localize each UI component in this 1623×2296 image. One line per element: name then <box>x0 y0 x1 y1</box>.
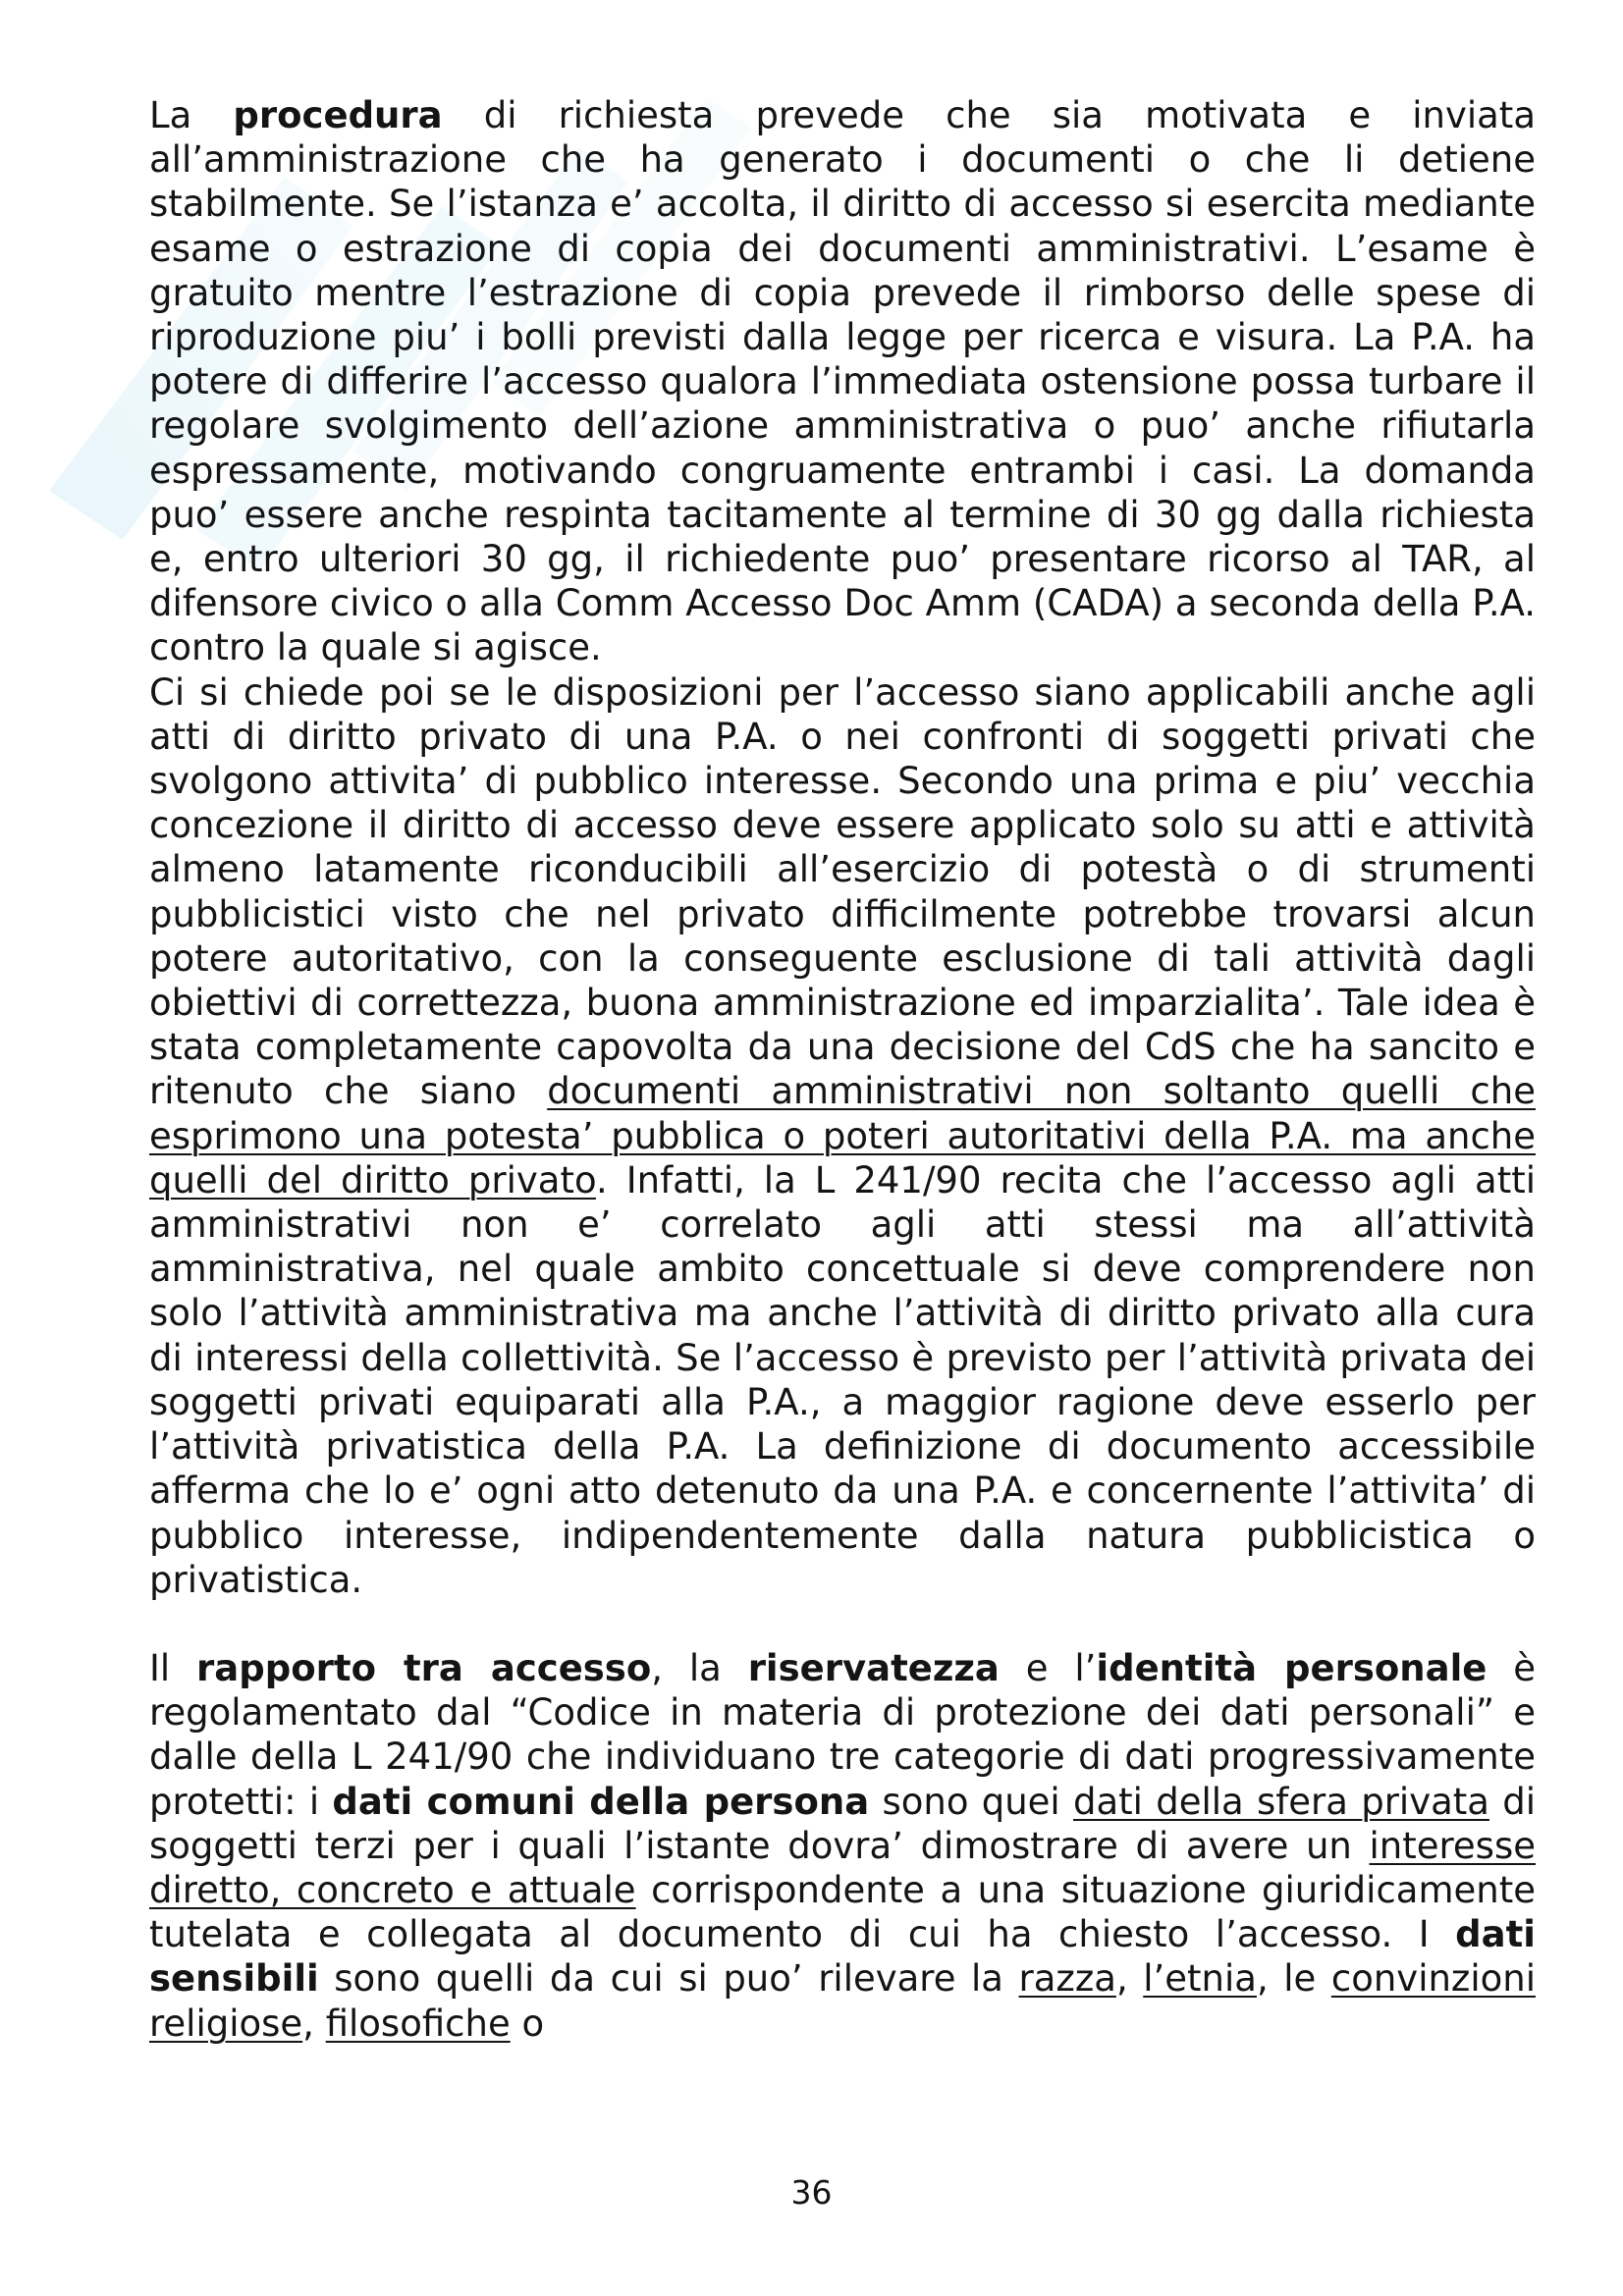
text-run: corrispondente a una situazione giuridicamente tutelata e collegata al documento di cui ha chiesto l’accesso. I <box>149 1868 1536 1956</box>
text-run: , <box>1115 1957 1144 2001</box>
paragraph-diritto-privato <box>149 670 1536 1602</box>
underlined-text: documenti amministrativi non soltanto quelli che esprimono una potesta’ pubblica o poteri autoritativi della P.A. ma anche quelli del diritto privato <box>149 1070 1536 1201</box>
underlined-text: convinzioni religiose <box>149 1957 1536 2045</box>
text-run: sono quei <box>869 1780 1073 1823</box>
bold-term: dati comuni della persona <box>332 1780 870 1823</box>
underlined-text: interesse diretto, concreto e attuale <box>149 1824 1536 1911</box>
text-run: , le <box>1256 1957 1331 2001</box>
text-run: , <box>302 2002 326 2045</box>
underlined-text: filosofiche <box>325 2002 511 2045</box>
text-run: . Infatti, la L 241/90 recita che l’accesso agli atti amministrativi non e’ correlato agli atti stessi ma all’attività amministrativa, nel quale ambito concettuale si deve comprendere non solo l’attività amministrativa ma anche l’attività di diritto privato alla cura di interessi della collettività. Se l’accesso è previsto per l’attività privata dei soggetti privati equiparati alla P.A., a maggior ragione deve esserlo per l’attività privatistica della P.A. La definizione di documento accessibile afferma che lo e’ ogni atto detenuto da una P.A. e concernente l’attivita’ di pubblico interesse, indipendentemente dalla natura pubblicistica o privatistica. <box>149 1158 1536 1601</box>
bold-term: identità personale <box>1096 1646 1488 1689</box>
underlined-text: razza <box>1018 1957 1116 2001</box>
underlined-text: dati della sfera privata <box>1073 1780 1489 1823</box>
bold-term: dati sensibili <box>149 1913 1536 2001</box>
text-run: è regolamentato dal “Codice in materia di protezione dei dati personali” e dalle della L 241/90 che individuano tre categorie di dati progressivamente protetti: i <box>149 1646 1536 1823</box>
paragraph-riservatezza <box>149 1646 1536 2046</box>
text-run: di soggetti terzi per i quali l’istante dovra’ dimostrare di avere un <box>149 1780 1536 1867</box>
bold-term: rapporto tra accesso <box>196 1646 652 1689</box>
text-run: La <box>149 94 234 136</box>
text-run: di richiesta prevede che sia motivata e inviata all’amministrazione che ha generato i documenti o che li detiene stabilmente. Se l’istanza e’ accolta, il diritto di accesso si esercita mediante esame o estrazione di copia dei documenti amministrativi. L’esame è gratuito mentre l’estrazione di copia prevede il rimborso delle spese di riproduzione piu’ i bolli previsti dalla legge per ricerca e visura. La P.A. ha potere di differire l’accesso qualora l’immediata ostensione possa turbare il regolare svolgimento dell’azione amministrativa o puo’ anche rifiutarla espressamente, motivando congruamente entrambi i casi. La domanda puo’ essere anche respinta tacitamente al termine di 30 gg dalla richiesta e, entro ulteriori 30 gg, il richiedente puo’ presentare ricorso al TAR, al difensore civico o alla Comm Accesso Doc Amm (CADA) a seconda della P.A. contro la quale si agisce. <box>149 94 1536 669</box>
paragraph-procedura <box>149 93 1536 670</box>
text-run: Il <box>149 1646 197 1689</box>
page-number: 36 <box>790 2173 833 2212</box>
text-run: e l’ <box>999 1646 1097 1689</box>
text-run: o <box>510 2002 545 2045</box>
text-run: sono quelli da cui si puo’ rilevare la <box>318 1957 1019 2001</box>
bold-term: riservatezza <box>747 1646 1000 1689</box>
text-run: Ci si chiede poi se le disposizioni per l’accesso siano applicabili anche agli atti di diritto privato di una P.A. o nei confronti di soggetti privati che svolgono attivita’ di pubblico interesse. Secondo una prima e piu’ vecchia concezione il diritto di accesso deve essere applicato solo su atti e attività almeno latamente riconducibili all’esercizio di potestà o di strumenti pubblicistici visto che nel privato difficilmente potrebbe trovarsi alcun potere autoritativo, con la conseguente esclusione di tali attività dagli obiettivi di correttezza, buona amministrazione ed imparzialita’. Tale idea è stata completamente capovolta da una decisione del CdS che ha sancito e ritenuto che siano <box>149 670 1536 1113</box>
text-run: , la <box>651 1646 748 1689</box>
bold-term: procedura <box>233 94 443 136</box>
page-body <box>149 93 1536 2046</box>
underlined-text: l’etnia <box>1143 1957 1257 2001</box>
